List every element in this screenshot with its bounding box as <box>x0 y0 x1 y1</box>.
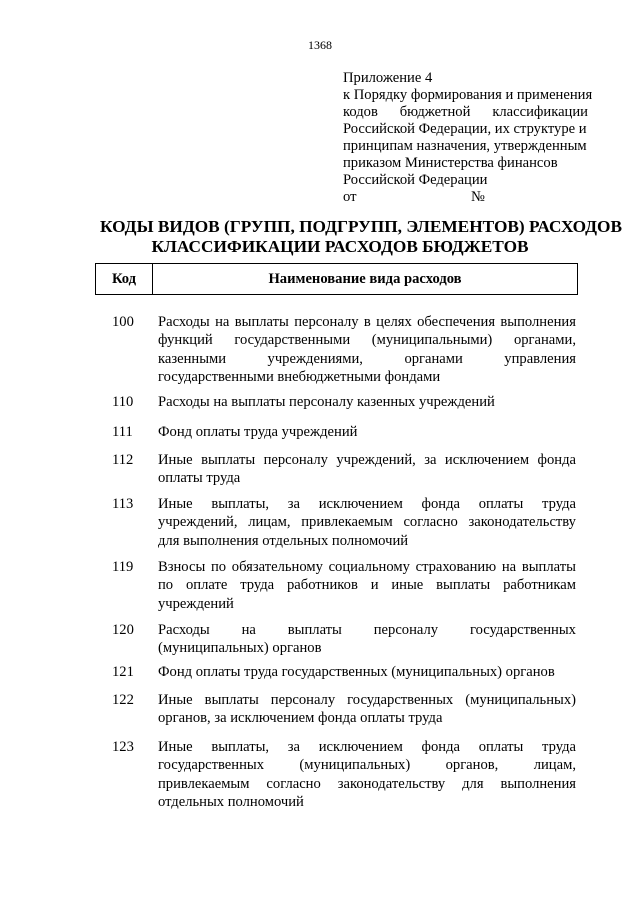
row-code: 122 <box>112 692 134 708</box>
row-description-line: функций государственными (муниципальными) органами, <box>158 332 576 349</box>
sign-from-label: от <box>343 189 357 205</box>
appendix-line: приказом Министерства финансов <box>343 155 558 171</box>
row-description-line: Взносы по обязательному социальному страхованию на выплаты <box>158 559 576 575</box>
sign-number-label: № <box>471 189 485 205</box>
row-description-line: Иные выплаты, за исключением фонда оплаты труда <box>158 739 576 755</box>
table-header <box>95 263 578 295</box>
row-code: 110 <box>112 394 134 410</box>
row-description-line: учреждений <box>158 595 234 612</box>
appendix-line: к Порядку формирования и применения <box>343 87 593 103</box>
title-line-2: КЛАССИФИКАЦИИ РАСХОДОВ БЮДЖЕТОВ <box>151 237 529 256</box>
row-description <box>158 313 576 386</box>
row-description-line: казенными учреждениями, органами управления <box>158 350 576 367</box>
appendix-line: принципам назначения, утвержденным <box>343 138 587 154</box>
header-code: Код <box>96 264 153 294</box>
row-description-line: оплаты труда <box>158 470 241 487</box>
row-code: 123 <box>112 739 134 755</box>
row-description-line: привлекаемым согласно законодательству для выполнения <box>158 775 576 792</box>
row-description-line: Иные выплаты персоналу учреждений, за исключением фонда <box>158 452 576 468</box>
row-description-line: Фонд оплаты труда государственных (муниципальных) органов <box>158 664 555 680</box>
row-description-line: Расходы на выплаты персоналу в целях обеспечения выполнения <box>158 314 576 330</box>
row-description <box>158 393 576 411</box>
header-name: Наименование вида расходов <box>268 270 462 287</box>
row-code: 112 <box>112 452 134 468</box>
row-description-line: по оплате труда работников и иные выплаты работникам <box>158 577 576 594</box>
row-description <box>158 621 576 658</box>
row-code: 119 <box>112 559 134 575</box>
row-description <box>158 738 576 811</box>
row-description-line: учреждений, лицам, привлекаемым согласно законодательству <box>158 514 576 531</box>
row-description-line: Расходы на выплаты персоналу государственных <box>158 622 576 638</box>
row-description-line: для выполнения отдельных полномочий <box>158 532 409 549</box>
row-description <box>158 663 576 681</box>
row-description <box>158 558 576 613</box>
row-code: 111 <box>112 424 133 440</box>
row-description-line: Иные выплаты, за исключением фонда оплаты труда <box>158 496 576 512</box>
row-description <box>158 451 576 488</box>
row-description-line: отдельных полномочий <box>158 793 304 810</box>
row-code: 100 <box>112 314 134 330</box>
row-description-line: Иные выплаты персоналу государственных (муниципальных) <box>158 692 576 708</box>
appendix-line: Российской Федерации <box>343 172 488 188</box>
row-description-line: Фонд оплаты труда учреждений <box>158 424 358 440</box>
row-description <box>158 423 576 441</box>
appendix-line: Российской Федерации, их структуре и <box>343 121 587 137</box>
appendix-line: Приложение 4 <box>343 70 433 86</box>
appendix-block <box>343 70 593 206</box>
appendix-line: кодов бюджетной классификации <box>343 104 588 120</box>
row-description-line: государственных (муниципальных) органов, лицам, <box>158 757 576 774</box>
page-number: 1368 <box>308 38 332 52</box>
row-code: 120 <box>112 622 134 638</box>
row-description <box>158 691 576 728</box>
row-code: 121 <box>112 664 134 680</box>
row-description-line: Расходы на выплаты персоналу казенных учреждений <box>158 394 495 410</box>
row-description-line: государственными внебюджетными фондами <box>158 368 441 385</box>
row-code: 113 <box>112 496 134 512</box>
row-description-line: органов, за исключением фонда оплаты труда <box>158 710 443 727</box>
signature-line <box>343 189 588 206</box>
row-description <box>158 495 576 550</box>
document-title <box>100 217 623 257</box>
title-line-1: КОДЫ ВИДОВ (ГРУПП, ПОДГРУПП, ЭЛЕМЕНТОВ) РАСХОДОВ <box>100 217 623 236</box>
row-description-line: (муниципальных) органов <box>158 640 322 657</box>
